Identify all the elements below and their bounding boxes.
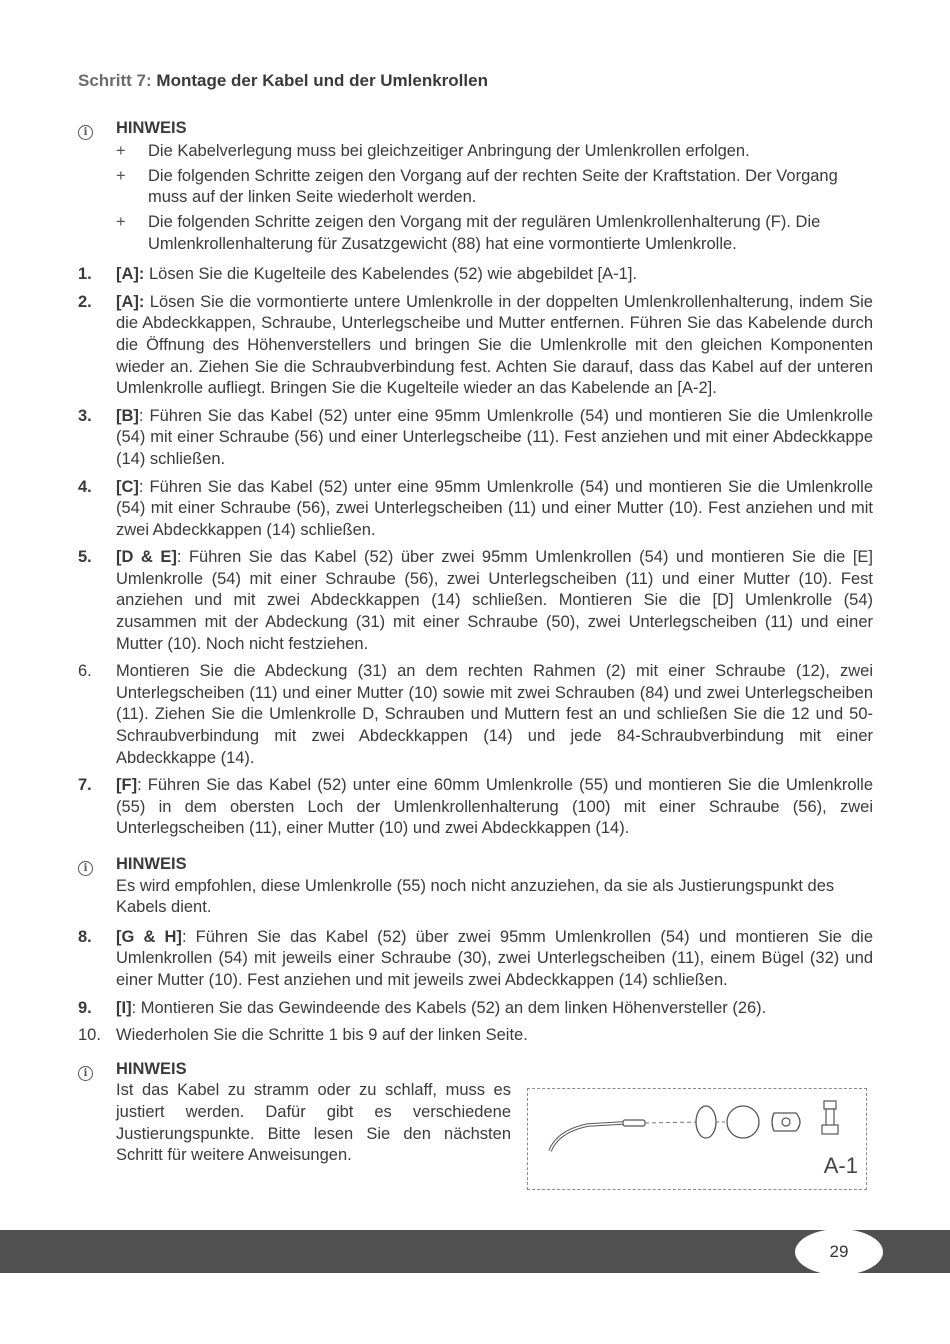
step-number: 6. xyxy=(78,662,92,681)
ball-part xyxy=(727,1106,759,1138)
figure-a1 xyxy=(527,1088,867,1190)
step-item xyxy=(78,927,873,992)
note-text: Ist das Kabel zu stramm oder zu schlaff, muss es justiert werden. Dafür gibt es verschiedene Justierungspunkte. Bitte lesen Sie den nächsten Schritt für weitere Anweisungen. xyxy=(116,1081,511,1165)
plus-icon: + xyxy=(116,212,126,231)
section-title-text: Montage der Kabel und der Umlenkrollen xyxy=(156,71,488,90)
cable-end-parts-illustration xyxy=(528,1089,866,1189)
step-number: 10. xyxy=(78,1026,101,1045)
step-item xyxy=(78,477,873,542)
step-text: : Führen Sie das Kabel (52) unter eine 95mm Umlenkrolle (54) und montieren Sie die Umlenkrolle (54) mit einer Schraube (56), zwei Unterlegscheiben (11) und einer Mutter (10). Fest anziehen und mit zwei Abdeckkappen (14) schließen. xyxy=(116,477,873,539)
clevis-hole xyxy=(782,1118,790,1126)
step-text: : Montieren Sie das Gewindeende des Kabels (52) an dem linken Höhenversteller (26). xyxy=(131,998,767,1017)
step-text: : Führen Sie das Kabel (52) unter eine 95mm Umlenkrolle (54) und montieren Sie die Umlenkrolle (54) mit einer Schraube (56) und einer Unterlegscheibe (11). Fest anziehen und mit einer Abdeckkappe (14) schließen. xyxy=(116,406,873,468)
step-text: Wiederholen Sie die Schritte 1 bis 9 auf der linken Seite. xyxy=(116,1026,528,1045)
info-icon: i xyxy=(78,125,93,140)
step-item xyxy=(78,547,873,655)
step-ref: [A]: xyxy=(116,292,145,311)
note-heading: HINWEIS xyxy=(116,1059,187,1078)
step-number: 5. xyxy=(78,548,92,567)
step-item xyxy=(78,292,873,400)
step-number: 8. xyxy=(78,927,92,946)
step-item xyxy=(78,661,873,769)
bullet-item: + Die Kabelverlegung muss bei gleichzeitiger Anbringung der Umlenkrollen erfolgen. xyxy=(116,141,873,163)
cable-highlight xyxy=(550,1123,623,1151)
bolt-head xyxy=(824,1101,836,1109)
steps-list-2 xyxy=(78,927,873,1047)
step-number: 9. xyxy=(78,998,92,1017)
step-number: 3. xyxy=(78,406,92,425)
cable-end-sleeve xyxy=(623,1120,645,1126)
manual-page-content xyxy=(78,70,873,1167)
section-title xyxy=(78,70,873,92)
step-text: : Führen Sie das Kabel (52) über zwei 95mm Umlenkrollen (54) und montieren Sie die [E] Umlenkrolle (54) mit einer Schraube (56), zwei Unterlegscheiben (11) und einer Mutter (10). Fest anziehen und mit zwei Abdeckkappen (14) schließen. Montieren Sie die [D] Umlenkrolle (54) zusammen mit der Abdeckung (31) mit einer Schraube (50), zwei Unterlegscheiben (11) und einer Mutter (10). Noch nicht festziehen. xyxy=(116,548,873,653)
step-item xyxy=(78,1025,873,1047)
step-ref: [I] xyxy=(116,998,132,1017)
note-heading: HINWEIS xyxy=(116,855,187,873)
step-ref: [G & H] xyxy=(116,927,182,946)
step-number: 2. xyxy=(78,292,92,311)
section-title-prefix: Schritt 7: xyxy=(78,71,152,90)
step-text: Montieren Sie die Abdeckung (31) an dem rechten Rahmen (2) mit einer Schraube (12), zwei Unterlegscheiben (11) und einer Mutter (10) sowie mit zwei Schrauben (84) und zwei Unterlegscheiben (11). Ziehen Sie die Umlenkrolle D, Schrauben und Muttern fest an und schließen Sie die 12 und 50-Schraubverbindung mit zwei Abdeckkappen (14) und jede 84-Schraubverbindung mit einer Abdeckkappe (14). xyxy=(116,662,873,767)
note-heading: HINWEIS xyxy=(116,118,187,137)
step-number: 1. xyxy=(78,265,92,284)
page-number: 29 xyxy=(795,1229,883,1275)
step-ref: [B] xyxy=(116,406,139,425)
note-block-2 xyxy=(78,854,873,919)
step-item xyxy=(78,775,873,840)
note-text: Es wird empfohlen, diese Umlenkrolle (55) noch nicht anzuziehen, da sie als Justierungspunkt des Kabels dient. xyxy=(116,876,835,917)
step-number: 4. xyxy=(78,477,92,496)
step-text: : Führen Sie das Kabel (52) über zwei 95mm Umlenkrollen (54) und montieren Sie die Umlenkrollen (54) mit jeweils einer Schraube (30), zwei Unterlegscheiben (11), einem Bügel (32) und einer Mutter (10). Fest anziehen und mit jeweils zwei Abdeckkappen (14) schließen. xyxy=(116,927,873,989)
step-ref: [F] xyxy=(116,776,138,795)
info-icon: i xyxy=(78,1066,93,1081)
step-item xyxy=(78,998,873,1020)
step-text: Lösen Sie die Kugelteile des Kabelendes (52) wie abgebildet [A-1]. xyxy=(144,265,637,284)
step-text: : Führen Sie das Kabel (52) unter eine 60mm Umlenkrolle (55) und montieren Sie die Umlenkrolle (55) in dem obersten Loch der Umlenkrollenhalterung (100) mit einer Schraube (56), zwei Unterlegscheiben (11), einer Mutter (10) und zwei Abdeckkappen (14). xyxy=(116,776,873,838)
step-number: 7. xyxy=(78,776,92,795)
step-item xyxy=(78,264,873,286)
note-block-1 xyxy=(78,118,873,259)
step-ref: [A]: xyxy=(116,265,145,284)
steps-list xyxy=(78,264,873,840)
nut-part xyxy=(822,1125,838,1134)
note-bullets xyxy=(116,141,873,255)
figure-label: A-1 xyxy=(823,1153,858,1179)
bullet-item: + Die folgenden Schritte zeigen den Vorgang mit der regulären Umlenkrollenhalterung (F). Die Umlenkrollenhalterung für Zusatzgewicht (88) hat eine vormontierte Umlenkrolle. xyxy=(116,212,873,255)
plus-icon: + xyxy=(116,142,126,161)
assembly-guide-line xyxy=(645,1122,698,1123)
step-ref: [C] xyxy=(116,477,139,496)
ball-half-part xyxy=(696,1106,716,1138)
step-text: Lösen Sie die vormontierte untere Umlenkrolle in der doppelten Umlenkrollenhalterung, indem Sie die Abdeckkappen, Schraube, Unterlegscheibe und Mutter entfernen. Führen Sie das Kabelende durch die Öffnung des Höhenverstellers und bringen Sie die Umlenkrolle mit den gleichen Komponenten wieder an. Ziehen Sie die Schraubverbindung fest. Achten Sie darauf, dass das Kabel auf der unteren Umlenkrolle aufliegt. Bringen Sie die Kugelteile wieder an das Kabelende an [A-2]. xyxy=(116,292,873,398)
step-ref: [D & E] xyxy=(116,548,177,567)
plus-icon: + xyxy=(116,166,126,185)
step-item xyxy=(78,406,873,471)
bullet-item: + Die folgenden Schritte zeigen den Vorgang auf der rechten Seite der Kraftstation. Der Vorgang muss auf der linken Seite wiederholt werden. xyxy=(116,166,873,209)
info-icon: i xyxy=(78,861,93,876)
